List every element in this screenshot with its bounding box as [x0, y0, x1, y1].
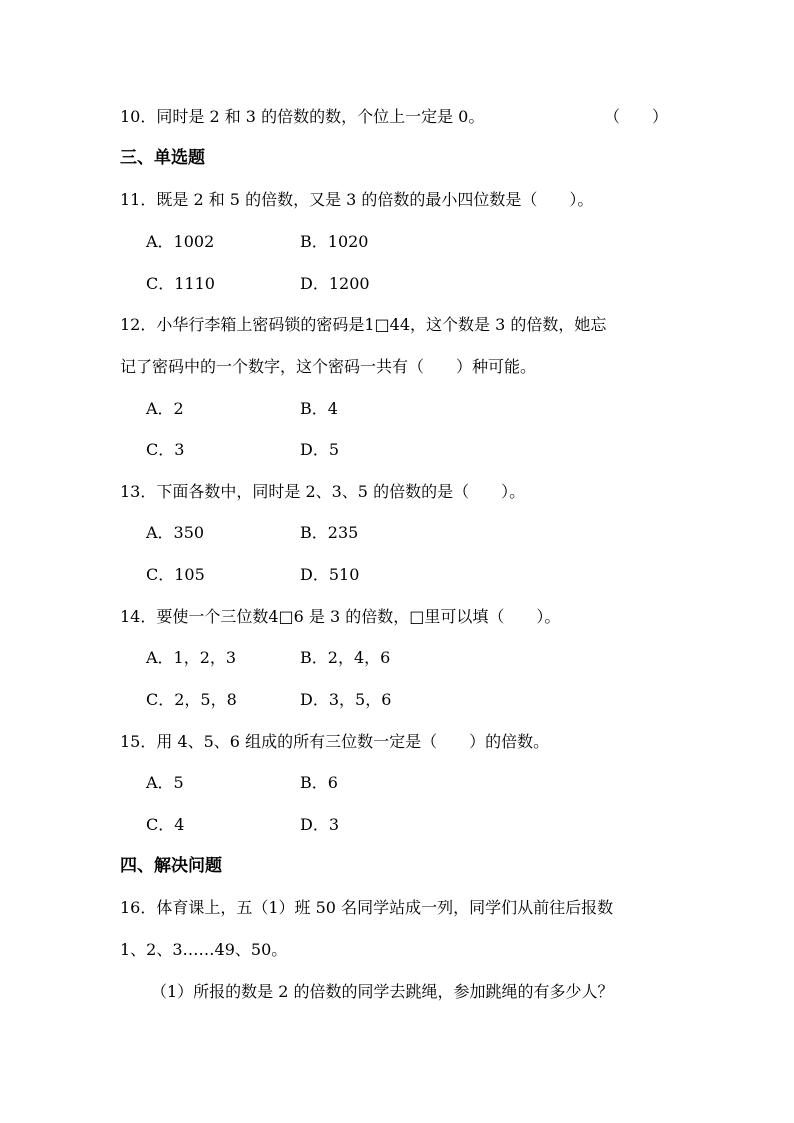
question-12-option-d[interactable]: D．5: [300, 440, 340, 459]
question-16-text-line2: 1、2、3……49、50。: [120, 940, 288, 959]
question-15-option-a[interactable]: A．5: [146, 773, 184, 792]
question-12-text-line2: 记了密码中的一个数字，这个密码一共有（ ）种可能。: [120, 357, 537, 376]
question-15-option-c[interactable]: C．4: [146, 815, 185, 834]
question-16-text-line1: 16．体育课上，五（1）班 50 名同学站成一列，同学们从前往后报数: [120, 898, 614, 917]
question-10-answer-blank[interactable]: （ ）: [604, 107, 669, 126]
question-12-option-b[interactable]: B．4: [300, 399, 338, 418]
question-11-option-d[interactable]: D．1200: [300, 274, 370, 293]
section-3-heading: 三、单选题: [120, 148, 205, 168]
question-11-option-c[interactable]: C．1110: [146, 274, 215, 293]
question-15-text: 15．用 4、5、6 组成的所有三位数一定是（ ）的倍数。: [120, 732, 550, 751]
question-10-text: 10．同时是 2 和 3 的倍数的数，个位上一定是 0。: [120, 107, 485, 126]
question-14-text: 14．要使一个三位数4□6 是 3 的倍数，□里可以填（ ）。: [120, 607, 561, 626]
question-13-option-b[interactable]: B．235: [300, 523, 359, 542]
question-14-option-a[interactable]: A．1，2，3: [146, 648, 237, 667]
question-11-option-b[interactable]: B．1020: [300, 232, 369, 251]
question-12-option-c[interactable]: C．3: [146, 440, 185, 459]
question-14-option-c[interactable]: C．2，5，8: [146, 690, 237, 709]
question-12-text-line1: 12．小华行李箱上密码锁的密码是1□44，这个数是 3 的倍数，她忘: [120, 315, 607, 334]
question-13-text: 13．下面各数中，同时是 2、3、5 的倍数的是（ ）。: [120, 482, 526, 501]
question-13-option-c[interactable]: C．105: [146, 565, 205, 584]
question-15-option-d[interactable]: D．3: [300, 815, 340, 834]
question-14-option-b[interactable]: B．2，4，6: [300, 648, 391, 667]
question-16-subquestion-1: （1）所报的数是 2 的倍数的同学去跳绳，参加跳绳的有多少人？: [151, 982, 614, 1001]
question-11-option-a[interactable]: A．1002: [146, 232, 215, 251]
question-15-option-b[interactable]: B．6: [300, 773, 338, 792]
question-12-option-a[interactable]: A．2: [146, 399, 184, 418]
question-14-option-d[interactable]: D．3，5，6: [300, 690, 392, 709]
question-11-text: 11．既是 2 和 5 的倍数，又是 3 的倍数的最小四位数是（ ）。: [120, 190, 594, 209]
section-4-heading: 四、解决问题: [120, 856, 222, 876]
question-13-option-a[interactable]: A．350: [146, 523, 205, 542]
question-13-option-d[interactable]: D．510: [300, 565, 360, 584]
